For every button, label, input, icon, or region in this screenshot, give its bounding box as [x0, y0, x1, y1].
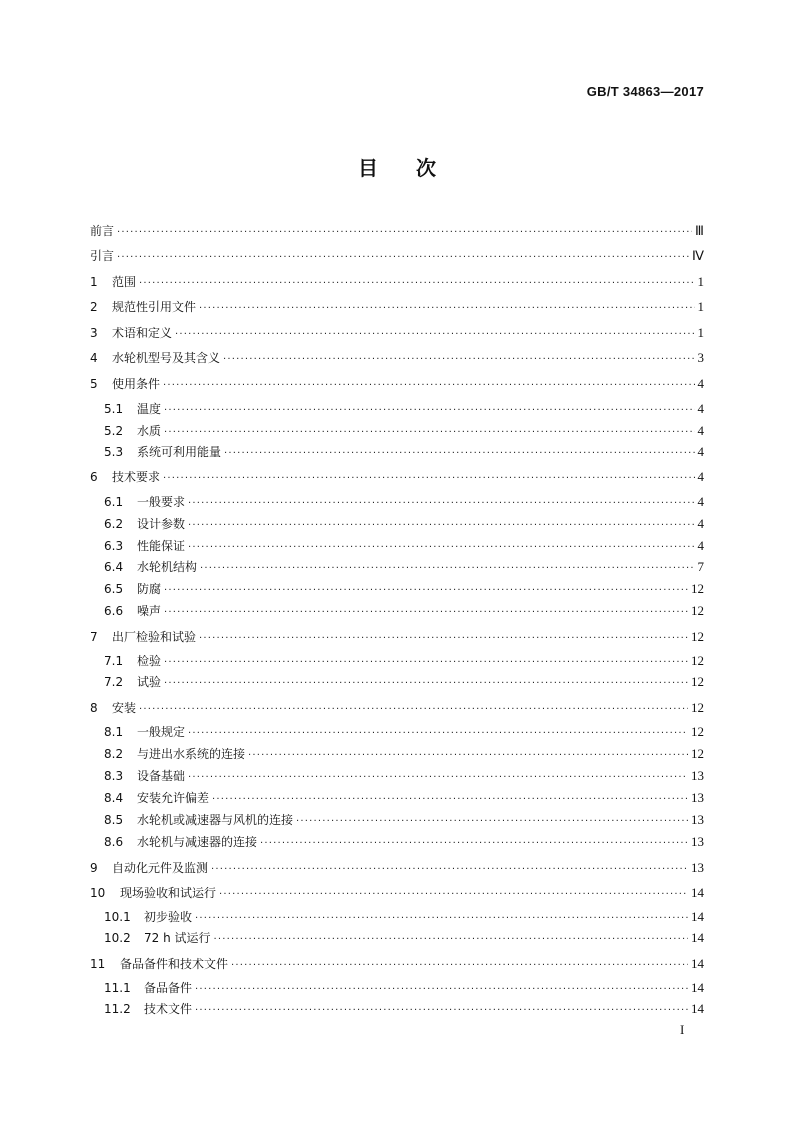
toc-entry-page: 1 [697, 299, 704, 314]
toc-entry-number: 6.5 [104, 582, 124, 596]
toc-leader-dots [164, 584, 688, 598]
toc-entry-number: 8.1 [104, 725, 124, 739]
toc-entry[interactable] [90, 424, 704, 438]
toc-entry-number: 5.2 [104, 424, 124, 438]
toc-entry-number: 7.2 [104, 675, 124, 689]
toc-entry-label: 使用条件 [112, 377, 161, 391]
toc-entry[interactable] [90, 351, 704, 365]
toc-entry-page: 13 [691, 790, 704, 805]
toc-entry-number: 10 [90, 886, 106, 900]
toc-entry-label: 安装 [112, 701, 137, 715]
toc-entry-page: Ⅲ [695, 223, 704, 238]
toc-leader-dots [188, 727, 688, 741]
toc-entry-label: 噪声 [137, 604, 162, 618]
toc-entry-number: 7.1 [104, 654, 124, 668]
toc-entry-label: 一般要求 [137, 495, 186, 509]
toc-leader-dots [139, 277, 694, 291]
toc-entry-page: 7 [697, 559, 704, 574]
toc-leader-dots [260, 837, 688, 851]
toc-entry-page: 14 [691, 909, 704, 924]
toc-entry-page: Ⅳ [692, 248, 704, 263]
toc-entry[interactable] [90, 835, 704, 849]
toc-entry-label: 现场验收和试运行 [120, 886, 217, 900]
toc-entry-label: 前言 [90, 224, 115, 238]
toc-entry[interactable] [90, 957, 704, 971]
toc-entry-label: 试验 [137, 675, 162, 689]
toc-entry-label: 与进出水系统的连接 [137, 747, 246, 761]
toc-entry[interactable] [90, 300, 704, 314]
toc-entry-number: 5.3 [104, 445, 124, 459]
toc-entry-label: 技术文件 [144, 1002, 193, 1016]
toc-entry-label: 安装允许偏差 [137, 791, 210, 805]
toc-entry-page: 12 [691, 724, 704, 739]
page-title [0, 152, 794, 181]
toc-entry-page: 4 [697, 376, 704, 391]
toc-entry-label: 水轮机或减速器与风机的连接 [137, 813, 294, 827]
toc-entry-number: 4 [90, 351, 98, 365]
toc-entry[interactable] [90, 275, 704, 289]
toc-entry-label: 水轮机与减速器的连接 [137, 835, 258, 849]
toc-entry-page: 4 [697, 444, 704, 459]
toc-leader-dots [199, 632, 688, 646]
toc-entry-page: 1 [697, 274, 704, 289]
toc-leader-dots [163, 379, 694, 393]
toc-leader-dots [164, 404, 694, 418]
toc-entry-label: 设备基础 [137, 769, 186, 783]
toc-entry-number: 3 [90, 326, 98, 340]
toc-entry-page: 12 [691, 653, 704, 668]
toc-entry[interactable] [90, 560, 704, 574]
toc-entry[interactable] [90, 701, 704, 715]
toc-entry-page: 12 [691, 581, 704, 596]
toc-entry-number: 5.1 [104, 402, 124, 416]
toc-entry-label: 72 h 试运行 [144, 931, 211, 945]
toc-leader-dots [200, 562, 694, 576]
toc-leader-dots [164, 426, 694, 440]
toc-entry-number: 10.1 [104, 910, 131, 924]
toc-entry[interactable] [90, 582, 704, 596]
toc-entry-page: 12 [691, 674, 704, 689]
toc-entry-label: 系统可利用能量 [137, 445, 222, 459]
toc-entry[interactable] [90, 675, 704, 689]
toc-leader-dots [195, 983, 688, 997]
toc-entry-number: 6.2 [104, 517, 124, 531]
toc-entry[interactable] [90, 495, 704, 509]
toc-entry-page: 12 [691, 700, 704, 715]
toc-entry-number: 6 [90, 470, 98, 484]
toc-entry[interactable] [90, 470, 704, 484]
toc-entry-number: 6.1 [104, 495, 124, 509]
toc-entry-number: 8.5 [104, 813, 124, 827]
toc-entry-page: 13 [691, 768, 704, 783]
toc-entry-label: 性能保证 [137, 539, 186, 553]
toc-leader-dots [163, 472, 694, 486]
toc-leader-dots [188, 497, 694, 511]
toc-entry-page: 3 [697, 350, 704, 365]
toc-leader-dots [195, 1004, 688, 1018]
document-code: GB/T 34863—2017 [586, 84, 704, 99]
toc-entry-label: 规范性引用文件 [112, 300, 197, 314]
toc-entry[interactable] [90, 517, 704, 531]
toc-entry[interactable] [90, 886, 704, 900]
toc-entry[interactable] [90, 981, 704, 995]
toc-entry-label: 设计参数 [137, 517, 186, 531]
toc-entry-page: 4 [697, 423, 704, 438]
toc-entry-label: 温度 [137, 402, 162, 416]
toc-entry[interactable] [90, 931, 704, 945]
toc-leader-dots [296, 815, 688, 829]
toc-entry-page: 12 [691, 603, 704, 618]
toc-leader-dots [164, 656, 688, 670]
toc-entry-label: 自动化元件及监测 [112, 861, 209, 875]
toc-entry-page: 14 [691, 930, 704, 945]
toc-leader-dots [214, 933, 688, 947]
toc-leader-dots [199, 302, 694, 316]
toc-entry-label: 引言 [90, 249, 115, 263]
toc-entry[interactable] [90, 861, 704, 875]
toc-entry-label: 水轮机型号及其含义 [112, 351, 221, 365]
toc-entry-page: 4 [697, 538, 704, 553]
toc-entry-label: 范围 [112, 275, 137, 289]
toc-entry[interactable] [90, 402, 704, 416]
toc-entry[interactable] [90, 445, 704, 459]
toc-leader-dots [188, 771, 688, 785]
toc-entry[interactable] [90, 769, 704, 783]
toc-entry-label: 水轮机结构 [137, 560, 198, 574]
toc-entry-number: 9 [90, 861, 98, 875]
title-part-2: 次 [416, 156, 436, 180]
toc-leader-dots [139, 703, 688, 717]
toc-leader-dots [212, 793, 688, 807]
toc-entry-number: 11.1 [104, 981, 131, 995]
toc-entry-label: 检验 [137, 654, 162, 668]
toc-entry-page: 14 [691, 980, 704, 995]
toc-entry-number: 2 [90, 300, 98, 314]
toc-entry-number: 6.4 [104, 560, 124, 574]
toc-entry-page: 4 [697, 401, 704, 416]
toc-entry-number: 10.2 [104, 931, 131, 945]
toc-leader-dots [188, 541, 694, 555]
toc-entry[interactable] [90, 725, 704, 739]
toc-entry[interactable] [90, 910, 704, 924]
toc-entry-page: 13 [691, 812, 704, 827]
toc-entry-label: 备品备件和技术文件 [120, 957, 229, 971]
toc-entry-number: 8.6 [104, 835, 124, 849]
footer-page-number: I [680, 1022, 685, 1037]
toc-entry-label: 出厂检验和试验 [112, 630, 197, 644]
toc-entry[interactable] [90, 1002, 704, 1016]
toc-entry[interactable] [90, 224, 704, 238]
title-part-1: 目 [358, 156, 378, 180]
toc-leader-dots [117, 226, 692, 240]
toc-entry-number: 8.3 [104, 769, 124, 783]
toc-entry[interactable] [90, 539, 704, 553]
toc-entry[interactable] [90, 813, 704, 827]
toc-entry-page: 4 [697, 516, 704, 531]
toc-entry-number: 7 [90, 630, 98, 644]
toc-entry-page: 14 [691, 1001, 704, 1016]
toc-entry-page: 12 [691, 629, 704, 644]
toc-leader-dots [224, 447, 694, 461]
toc-entry-page: 1 [697, 325, 704, 340]
toc-leader-dots [117, 251, 689, 265]
toc-entry[interactable] [90, 630, 704, 644]
toc-leader-dots [195, 912, 688, 926]
toc-entry-number: 11.2 [104, 1002, 131, 1016]
toc-entry-label: 备品备件 [144, 981, 193, 995]
toc-entry-page: 14 [691, 956, 704, 971]
toc-entry-number: 8.4 [104, 791, 124, 805]
toc-leader-dots [231, 959, 688, 973]
toc-entry-number: 8 [90, 701, 98, 715]
toc-leader-dots [164, 606, 688, 620]
toc-entry[interactable] [90, 377, 704, 391]
toc-leader-dots [248, 749, 688, 763]
toc-entry-label: 水质 [137, 424, 162, 438]
toc-leader-dots [211, 863, 688, 877]
toc-entry[interactable] [90, 604, 704, 618]
toc-entry-number: 11 [90, 957, 106, 971]
toc-leader-dots [175, 328, 694, 342]
toc-leader-dots [219, 888, 688, 902]
toc-leader-dots [164, 677, 688, 691]
toc-entry-page: 12 [691, 746, 704, 761]
toc-entry-page: 13 [691, 834, 704, 849]
toc-entry[interactable] [90, 654, 704, 668]
toc-entry-page: 4 [697, 494, 704, 509]
toc-entry-label: 技术要求 [112, 470, 161, 484]
toc-entry[interactable] [90, 747, 704, 761]
toc-entry-number: 5 [90, 377, 98, 391]
toc-leader-dots [188, 519, 694, 533]
toc-entry-label: 初步验收 [144, 910, 193, 924]
toc-entry[interactable] [90, 249, 704, 263]
toc-entry-page: 14 [691, 885, 704, 900]
toc-entry-number: 6.6 [104, 604, 124, 618]
toc-entry[interactable] [90, 326, 704, 340]
toc-entry[interactable] [90, 791, 704, 805]
toc-entry-number: 6.3 [104, 539, 124, 553]
toc-entry-number: 8.2 [104, 747, 124, 761]
toc-leader-dots [223, 353, 694, 367]
toc-entry-number: 1 [90, 275, 98, 289]
toc-entry-label: 防腐 [137, 582, 162, 596]
toc-entry-label: 一般规定 [137, 725, 186, 739]
toc-entry-page: 4 [697, 469, 704, 484]
toc-entry-page: 13 [691, 860, 704, 875]
toc-entry-label: 术语和定义 [112, 326, 173, 340]
